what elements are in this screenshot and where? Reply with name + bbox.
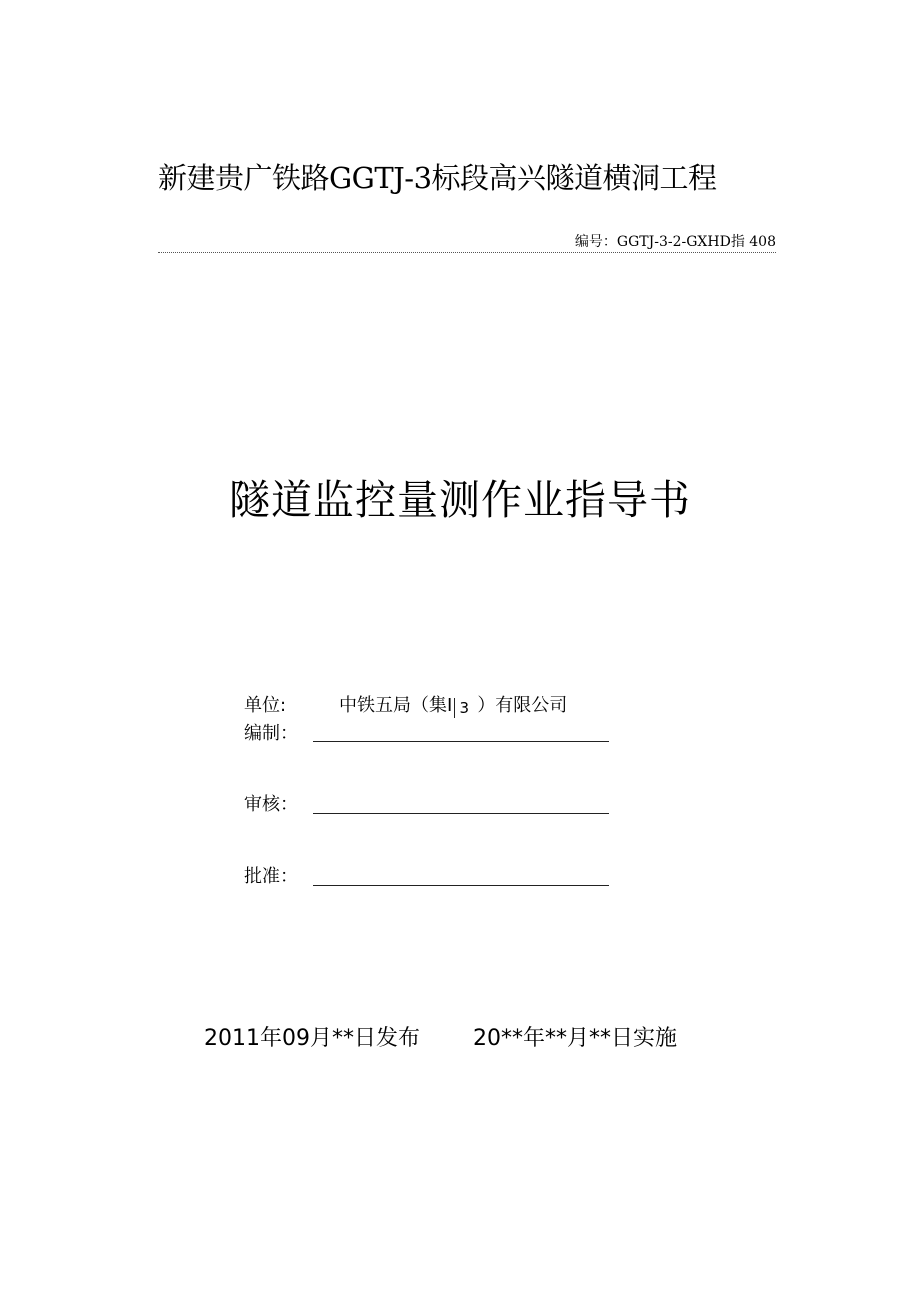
unit-value [339, 694, 567, 718]
reviewer-row [244, 793, 298, 817]
editor-label: 编制： [244, 723, 298, 744]
implement-date: 20**年**月**日实施 [473, 1026, 677, 1051]
header-divider [158, 252, 776, 253]
approver-signature-line[interactable] [313, 885, 609, 886]
editor-signature-line[interactable] [313, 741, 609, 742]
document-title: 隧道监控量测作业指导书 [229, 476, 691, 524]
unit-label: 单位: [244, 695, 287, 716]
reviewer-label: 审核： [244, 794, 298, 815]
approver-label: 批准： [244, 866, 298, 887]
unit-value-prefix: 中铁五局（集I [339, 695, 453, 716]
approver-row [244, 865, 298, 889]
release-date: 2011年09月**日发布 [204, 1026, 420, 1051]
reviewer-signature-line[interactable] [313, 813, 609, 814]
project-title: 新建贵广铁路GGTJ-3标段高兴隧道横洞工程 [158, 161, 717, 195]
unit-row [244, 694, 568, 718]
unit-value-glyph: 3 [454, 698, 473, 718]
document-number: 编号：GGTJ-3-2-GXHD指 408 [574, 234, 776, 250]
unit-value-suffix: ）有限公司 [477, 695, 568, 716]
editor-row [244, 722, 298, 746]
